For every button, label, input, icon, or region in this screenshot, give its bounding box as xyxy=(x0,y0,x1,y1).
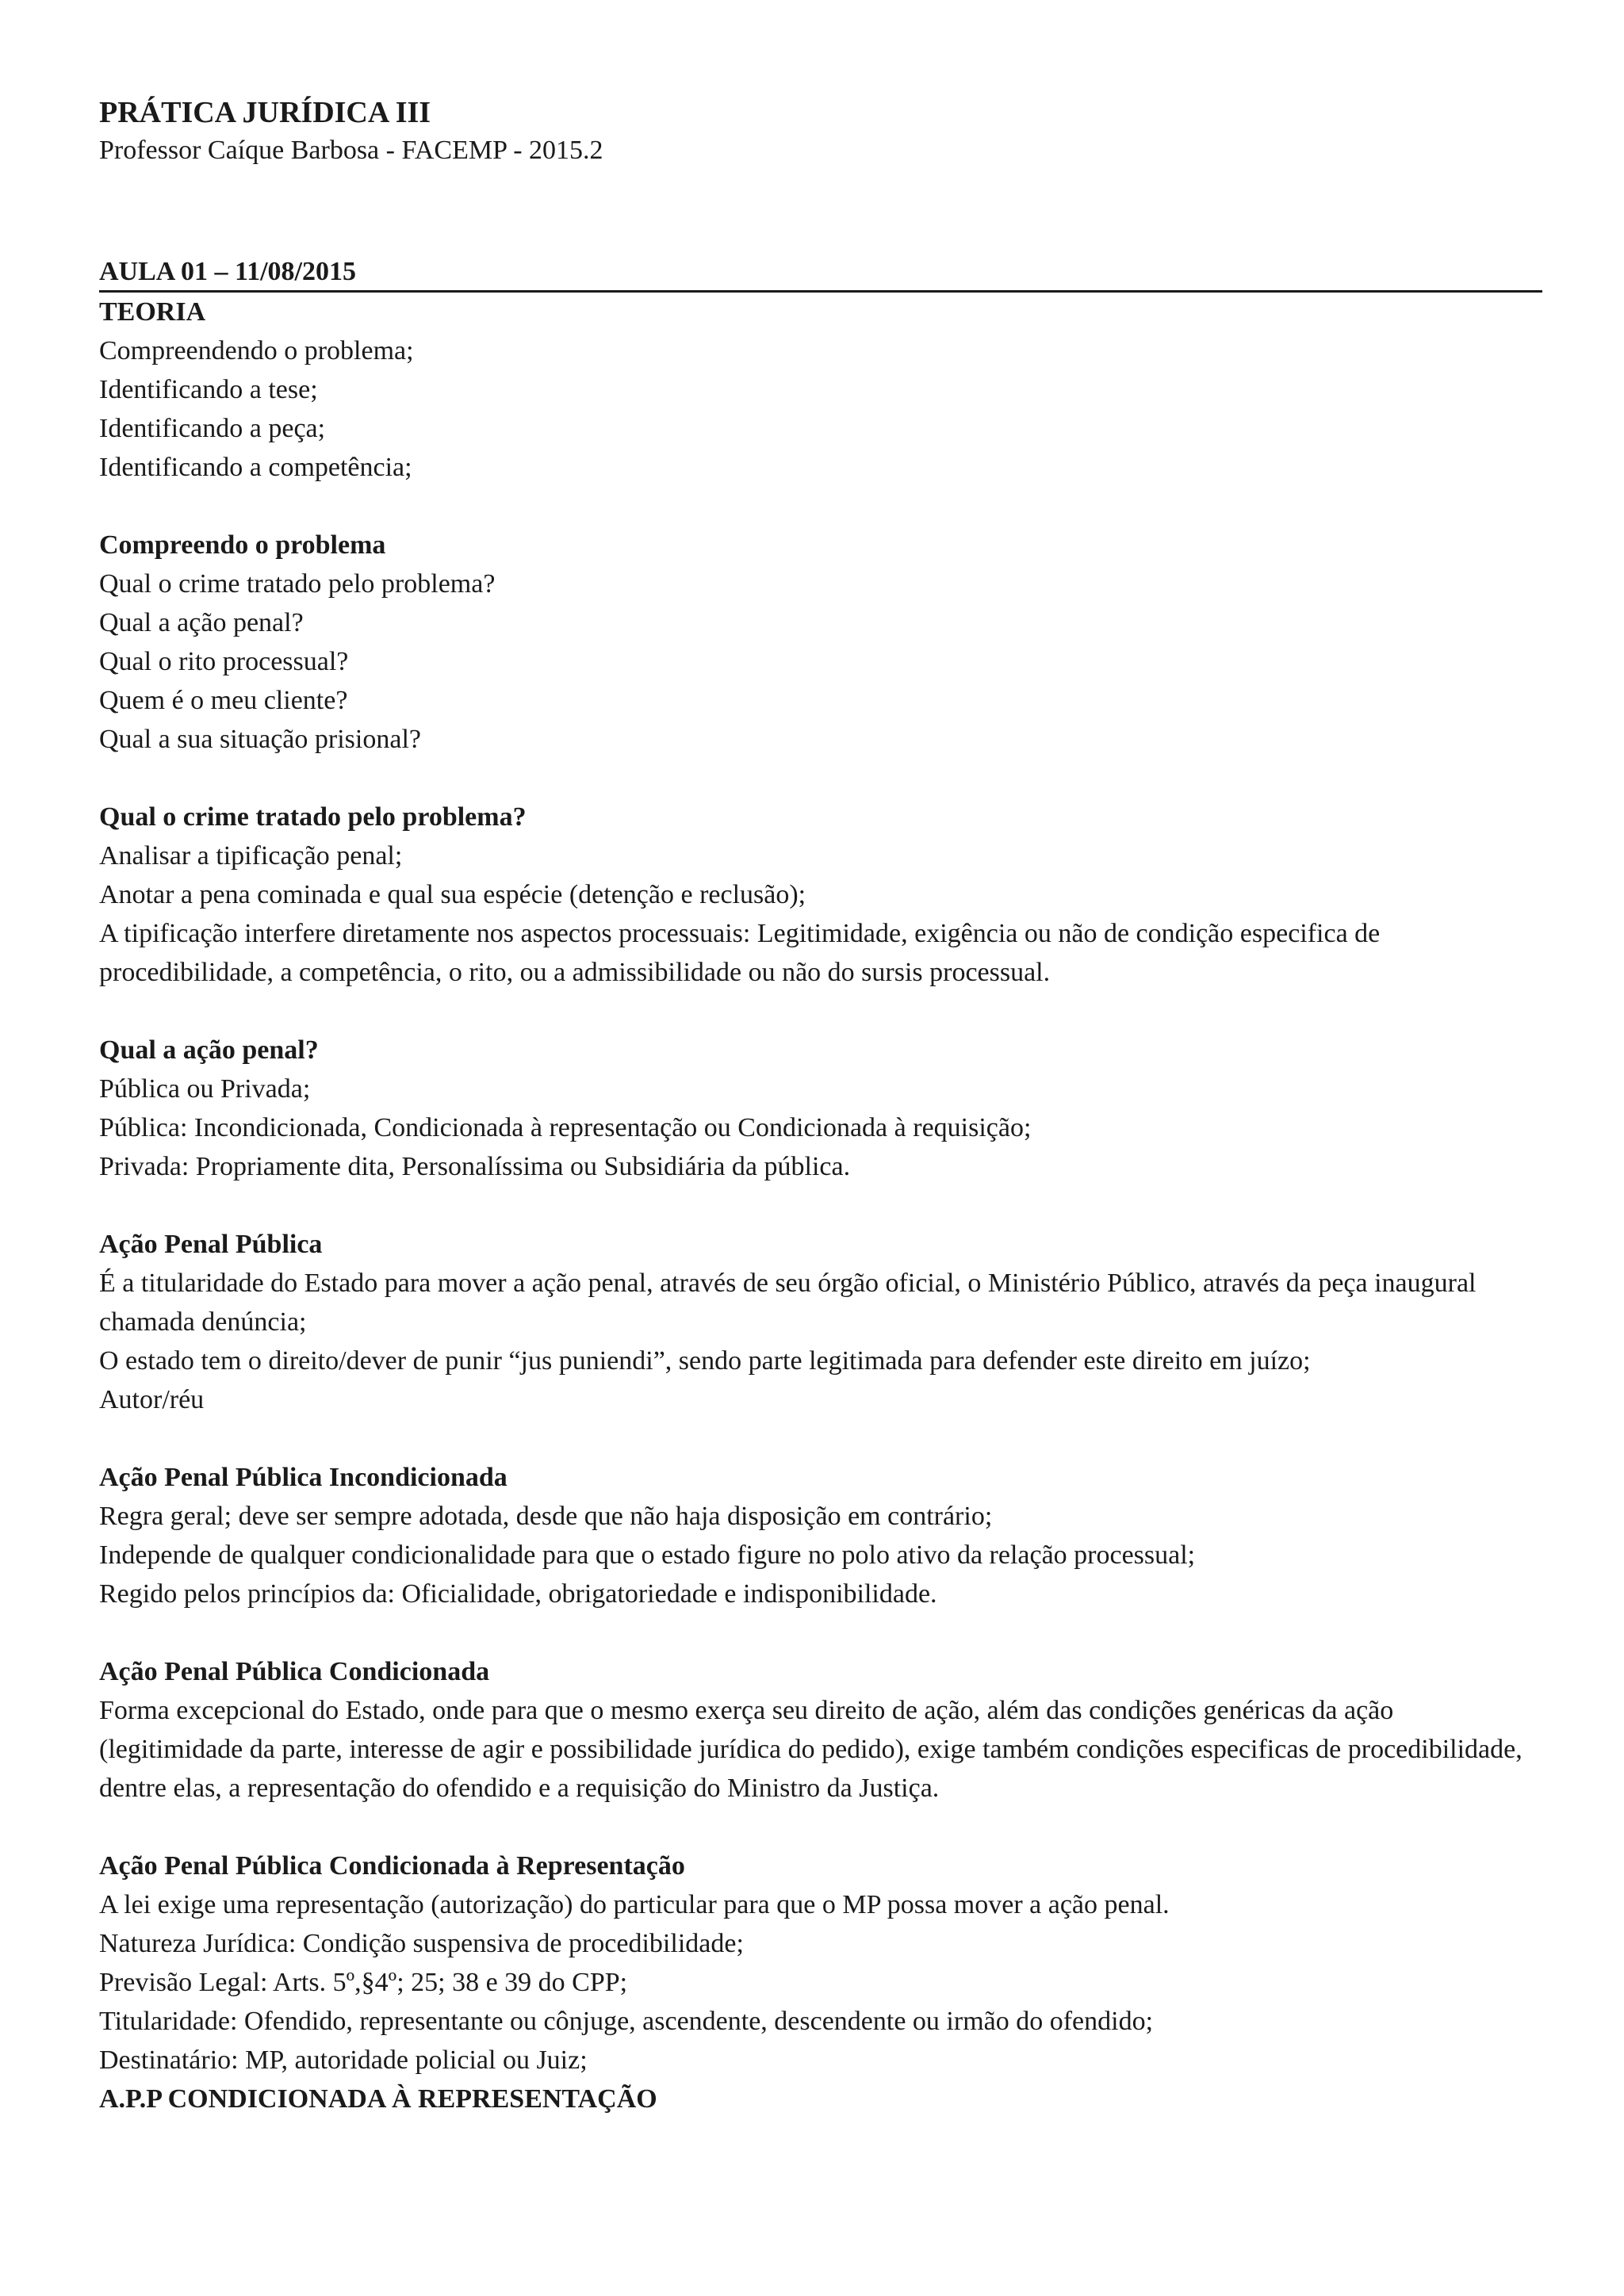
teoria-item: Identificando a competência; xyxy=(99,453,412,482)
document-body xyxy=(99,94,1542,2118)
publica-item: Autor/réu xyxy=(99,1385,205,1414)
publica-heading: Ação Penal Pública xyxy=(99,1230,323,1259)
representacao-item: Previsão Legal: Arts. 5º,§4º; 25; 38 e 39 do CPP; xyxy=(99,1968,628,1997)
teoria-item: Compreendendo o problema; xyxy=(99,336,414,365)
crime-item: Analisar a tipificação penal; xyxy=(99,841,403,871)
representacao-heading: Ação Penal Pública Condicionada à Representação xyxy=(99,1851,685,1881)
teoria-item: Identificando a tese; xyxy=(99,375,318,404)
footer-heading: A.P.P CONDICIONADA À REPRESENTAÇÃO xyxy=(99,2084,657,2114)
incondicionada-item: Independe de qualquer condicionalidade para que o estado figure no polo ativo da relação processual; xyxy=(99,1540,1196,1570)
representacao-item: Natureza Jurídica: Condição suspensiva de procedibilidade; xyxy=(99,1929,744,1958)
publica-item: É a titularidade do Estado para mover a ação penal, através de seu órgão oficial, o Ministério Público, através da peça inaugural chamada denúncia; xyxy=(99,1269,1477,1337)
lesson-heading: AULA 01 – 11/08/2015 xyxy=(99,257,356,286)
problema-item: Qual o rito processual? xyxy=(99,647,349,676)
incondicionada-item: Regra geral; deve ser sempre adotada, desde que não haja disposição em contrário; xyxy=(99,1502,993,1531)
teoria-heading: TEORIA xyxy=(99,297,206,327)
acao-item: Pública ou Privada; xyxy=(99,1074,311,1104)
acao-item: Pública: Incondicionada, Condicionada à representação ou Condicionada à requisição; xyxy=(99,1113,1032,1142)
condicionada-item: Forma excepcional do Estado, onde para que o mesmo exerça seu direito de ação, além das condições genéricas da ação (legitimidade da parte, interesse de agir e possibilidade jurídica do pedido), exige também condições especificas de procedibilidade, dentre elas, a representação do ofendido e a requisição do Ministro da Justiça. xyxy=(99,1696,1522,1803)
incondicionada-item: Regido pelos princípios da: Oficialidade, obrigatoriedade e indisponibilidade. xyxy=(99,1579,937,1609)
problema-item: Qual a sua situação prisional? xyxy=(99,725,421,754)
incondicionada-heading: Ação Penal Pública Incondicionada xyxy=(99,1463,508,1492)
document-subtitle: Professor Caíque Barbosa - FACEMP - 2015.2 xyxy=(99,136,603,165)
acao-item: Privada: Propriamente dita, Personalíssima ou Subsidiária da pública. xyxy=(99,1152,851,1181)
problema-item: Qual o crime tratado pelo problema? xyxy=(99,569,496,599)
representacao-item: Titularidade: Ofendido, representante ou cônjuge, ascendente, descendente ou irmão do ofendido; xyxy=(99,2007,1154,2036)
problema-heading: Compreendo o problema xyxy=(99,530,386,560)
problema-item: Quem é o meu cliente? xyxy=(99,686,348,715)
condicionada-heading: Ação Penal Pública Condicionada xyxy=(99,1657,490,1686)
teoria-item: Identificando a peça; xyxy=(99,414,326,443)
representacao-item: Destinatário: MP, autoridade policial ou Juiz; xyxy=(99,2045,588,2075)
acao-heading: Qual a ação penal? xyxy=(99,1035,319,1065)
crime-item: Anotar a pena cominada e qual sua espécie (detenção e reclusão); xyxy=(99,880,806,909)
problema-item: Qual a ação penal? xyxy=(99,608,304,637)
document-title: PRÁTICA JURÍDICA III xyxy=(99,96,431,129)
crime-heading: Qual o crime tratado pelo problema? xyxy=(99,802,527,832)
representacao-item: A lei exige uma representação (autorização) do particular para que o MP possa mover a ação penal. xyxy=(99,1890,1170,1919)
publica-item: O estado tem o direito/dever de punir “jus puniendi”, sendo parte legitimada para defender este direito em juízo; xyxy=(99,1346,1311,1376)
crime-item: A tipificação interfere diretamente nos aspectos processuais: Legitimidade, exigência ou não de condição especifica de procedibilidade, a competência, o rito, ou a admissibilidade ou não do sursis processual. xyxy=(99,919,1381,987)
